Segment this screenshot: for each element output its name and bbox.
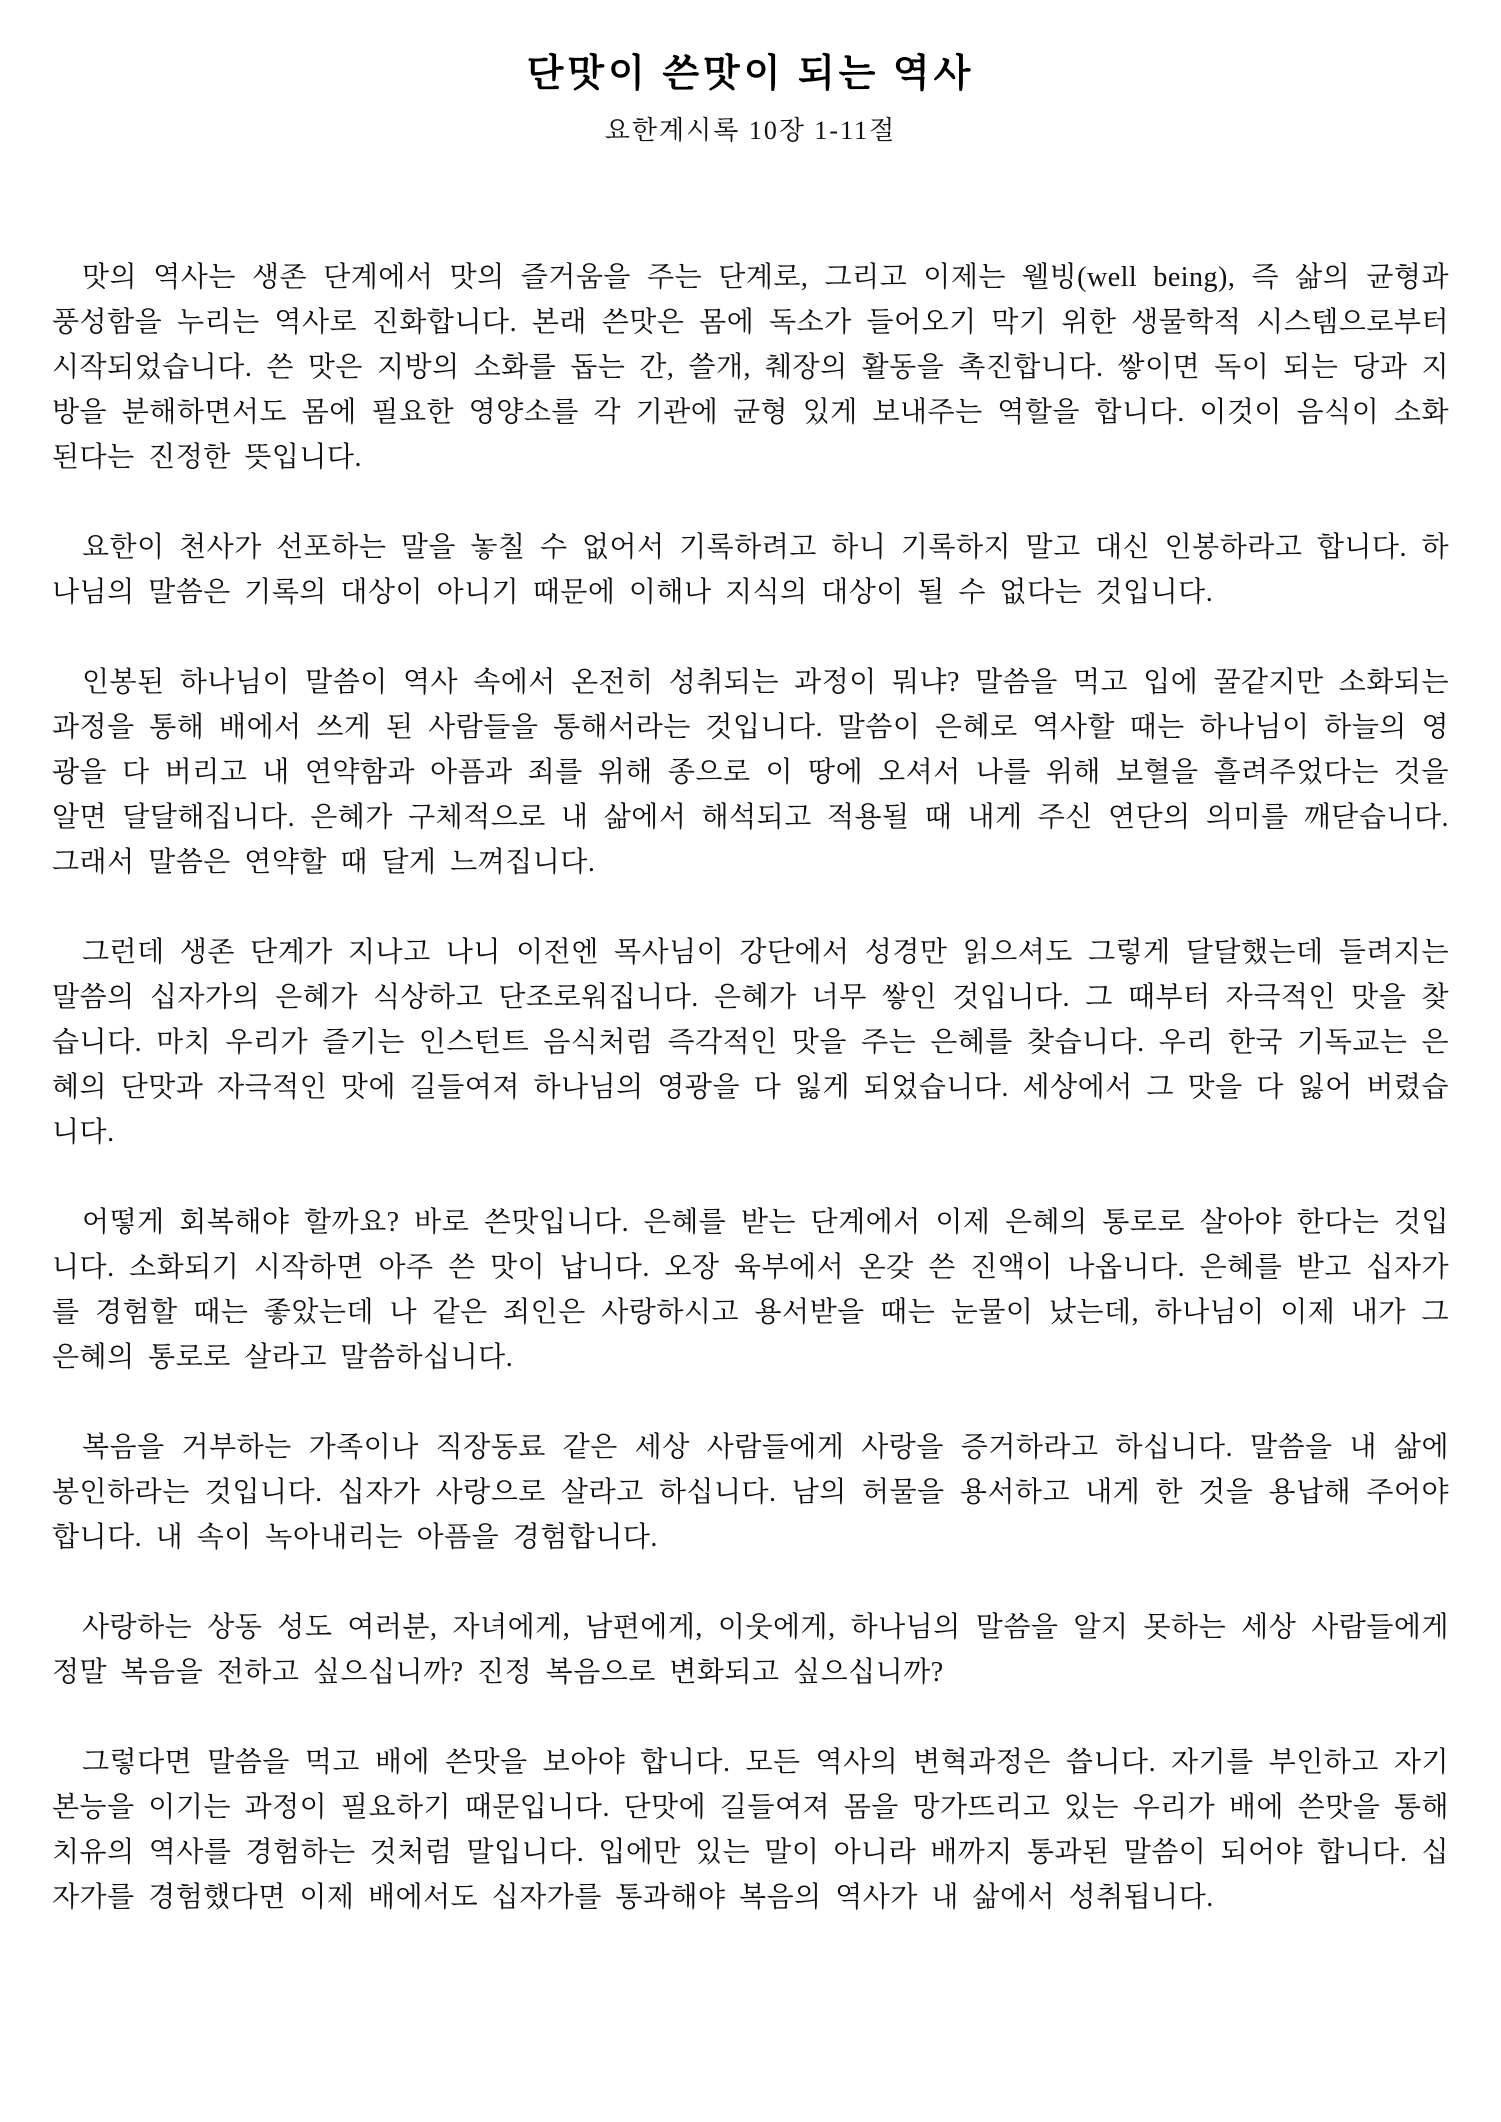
paragraph-2: 요한이 천사가 선포하는 말을 놓칠 수 없어서 기록하려고 하니 기록하지 말고 대신 인봉하라고 합니다. 하나님의 말씀은 기록의 대상이 아니기 때문에 이해나 지식의 대상이 될 수 없다는 것입니다. [52, 531, 1449, 608]
paragraph-7: 사랑하는 상동 성도 여러분, 자녀에게, 남편에게, 이웃에게, 하나님의 말씀을 알지 못하는 세상 사람들에게 정말 복음을 전하고 싶으십니까? 진정 복음으로 변화되고 싶으십니까? [52, 1611, 1449, 1688]
page-title: 단맛이 쓴맛이 되는 역사 [526, 53, 975, 95]
paragraph-8: 그렇다면 말씀을 먹고 배에 쓴맛을 보아야 합니다. 모든 역사의 변혁과정은 씁니다. 자기를 부인하고 자기본능을 이기는 과정이 필요하기 때문입니다. 단맛에 길들여져 몸을 망가뜨리고 있는 우리가 배에 쓴맛을 통해 치유의 역사를 경험하는 것처럼 말입니다. 입에만 있는 말이 아니라 배까지 통과된 말씀이 되어야 합니다. 십자가를 경험했다면 이제 배에서도 십자가를 통과해야 복음의 역사가 내 삶에서 성취됩니다. [52, 1746, 1449, 1913]
paragraph-4: 그런데 생존 단계가 지나고 나니 이전엔 목사님이 강단에서 성경만 읽으셔도 그렇게 달달했는데 들려지는 말씀의 십자가의 은혜가 식상하고 단조로워집니다. 은혜가 너무 쌓인 것입니다. 그 때부터 자극적인 맛을 찾습니다. 마치 우리가 즐기는 인스턴트 음식처럼 즉각적인 맛을 주는 은혜를 찾습니다. 우리 한국 기독교는 은혜의 단맛과 자극적인 맛에 길들여져 하나님의 영광을 다 잃게 되었습니다. 세상에서 그 맛을 다 잃어 버렸습니다. [52, 936, 1449, 1148]
paragraph-6: 복음을 거부하는 가족이나 직장동료 같은 세상 사람들에게 사랑을 증거하라고 하십니다. 말씀을 내 삶에 봉인하라는 것입니다. 십자가 사랑으로 살라고 하십니다. 남의 허물을 용서하고 내게 한 것을 용납해 주어야 합니다. 내 속이 녹아내리는 아픔을 경험합니다. [52, 1431, 1449, 1553]
document-body [52, 255, 1449, 1920]
paragraph-5: 어떻게 회복해야 할까요? 바로 쓴맛입니다. 은혜를 받는 단계에서 이제 은혜의 통로로 살아야 한다는 것입니다. 소화되기 시작하면 아주 쓴 맛이 납니다. 오장 육부에서 온갖 쓴 진액이 나옵니다. 은혜를 받고 십자가를 경험할 때는 좋았는데 나 같은 죄인은 사랑하시고 용서받을 때는 눈물이 났는데, 하나님이 이제 내가 그 은혜의 통로로 살라고 말씀하십니다. [52, 1206, 1449, 1373]
paragraph-3: 인봉된 하나님이 말씀이 역사 속에서 온전히 성취되는 과정이 뭐냐? 말씀을 먹고 입에 꿀같지만 소화되는 과정을 통해 배에서 쓰게 된 사람들을 통해서라는 것입니다. 말씀이 은혜로 역사할 때는 하나님이 하늘의 영광을 다 버리고 내 연약함과 아픔과 죄를 위해 종으로 이 땅에 오셔서 나를 위해 보혈을 흘려주었다는 것을 알면 달달해집니다. 은혜가 구체적으로 내 삶에서 해석되고 적용될 때 내게 주신 연단의 의미를 깨닫습니다. 그래서 말씀은 연약할 때 달게 느껴집니다. [52, 666, 1449, 878]
scripture-reference: 요한계시록 10장 1-11절 [604, 115, 897, 145]
paragraph-1: 맛의 역사는 생존 단계에서 맛의 즐거움을 주는 단계로, 그리고 이제는 웰빙(well being), 즉 삶의 균형과 풍성함을 누리는 역사로 진화합니다. 본래 쓴맛은 몸에 독소가 들어오기 막기 위한 생물학적 시스템으로부터 시작되었습니다. 쓴 맛은 지방의 소화를 돕는 간, 쓸개, 췌장의 활동을 촉진합니다. 쌓이면 독이 되는 당과 지방을 분해하면서도 몸에 필요한 영양소를 각 기관에 균형 있게 보내주는 역할을 합니다. 이것이 음식이 소화된다는 진정한 뜻입니다. [52, 261, 1449, 473]
